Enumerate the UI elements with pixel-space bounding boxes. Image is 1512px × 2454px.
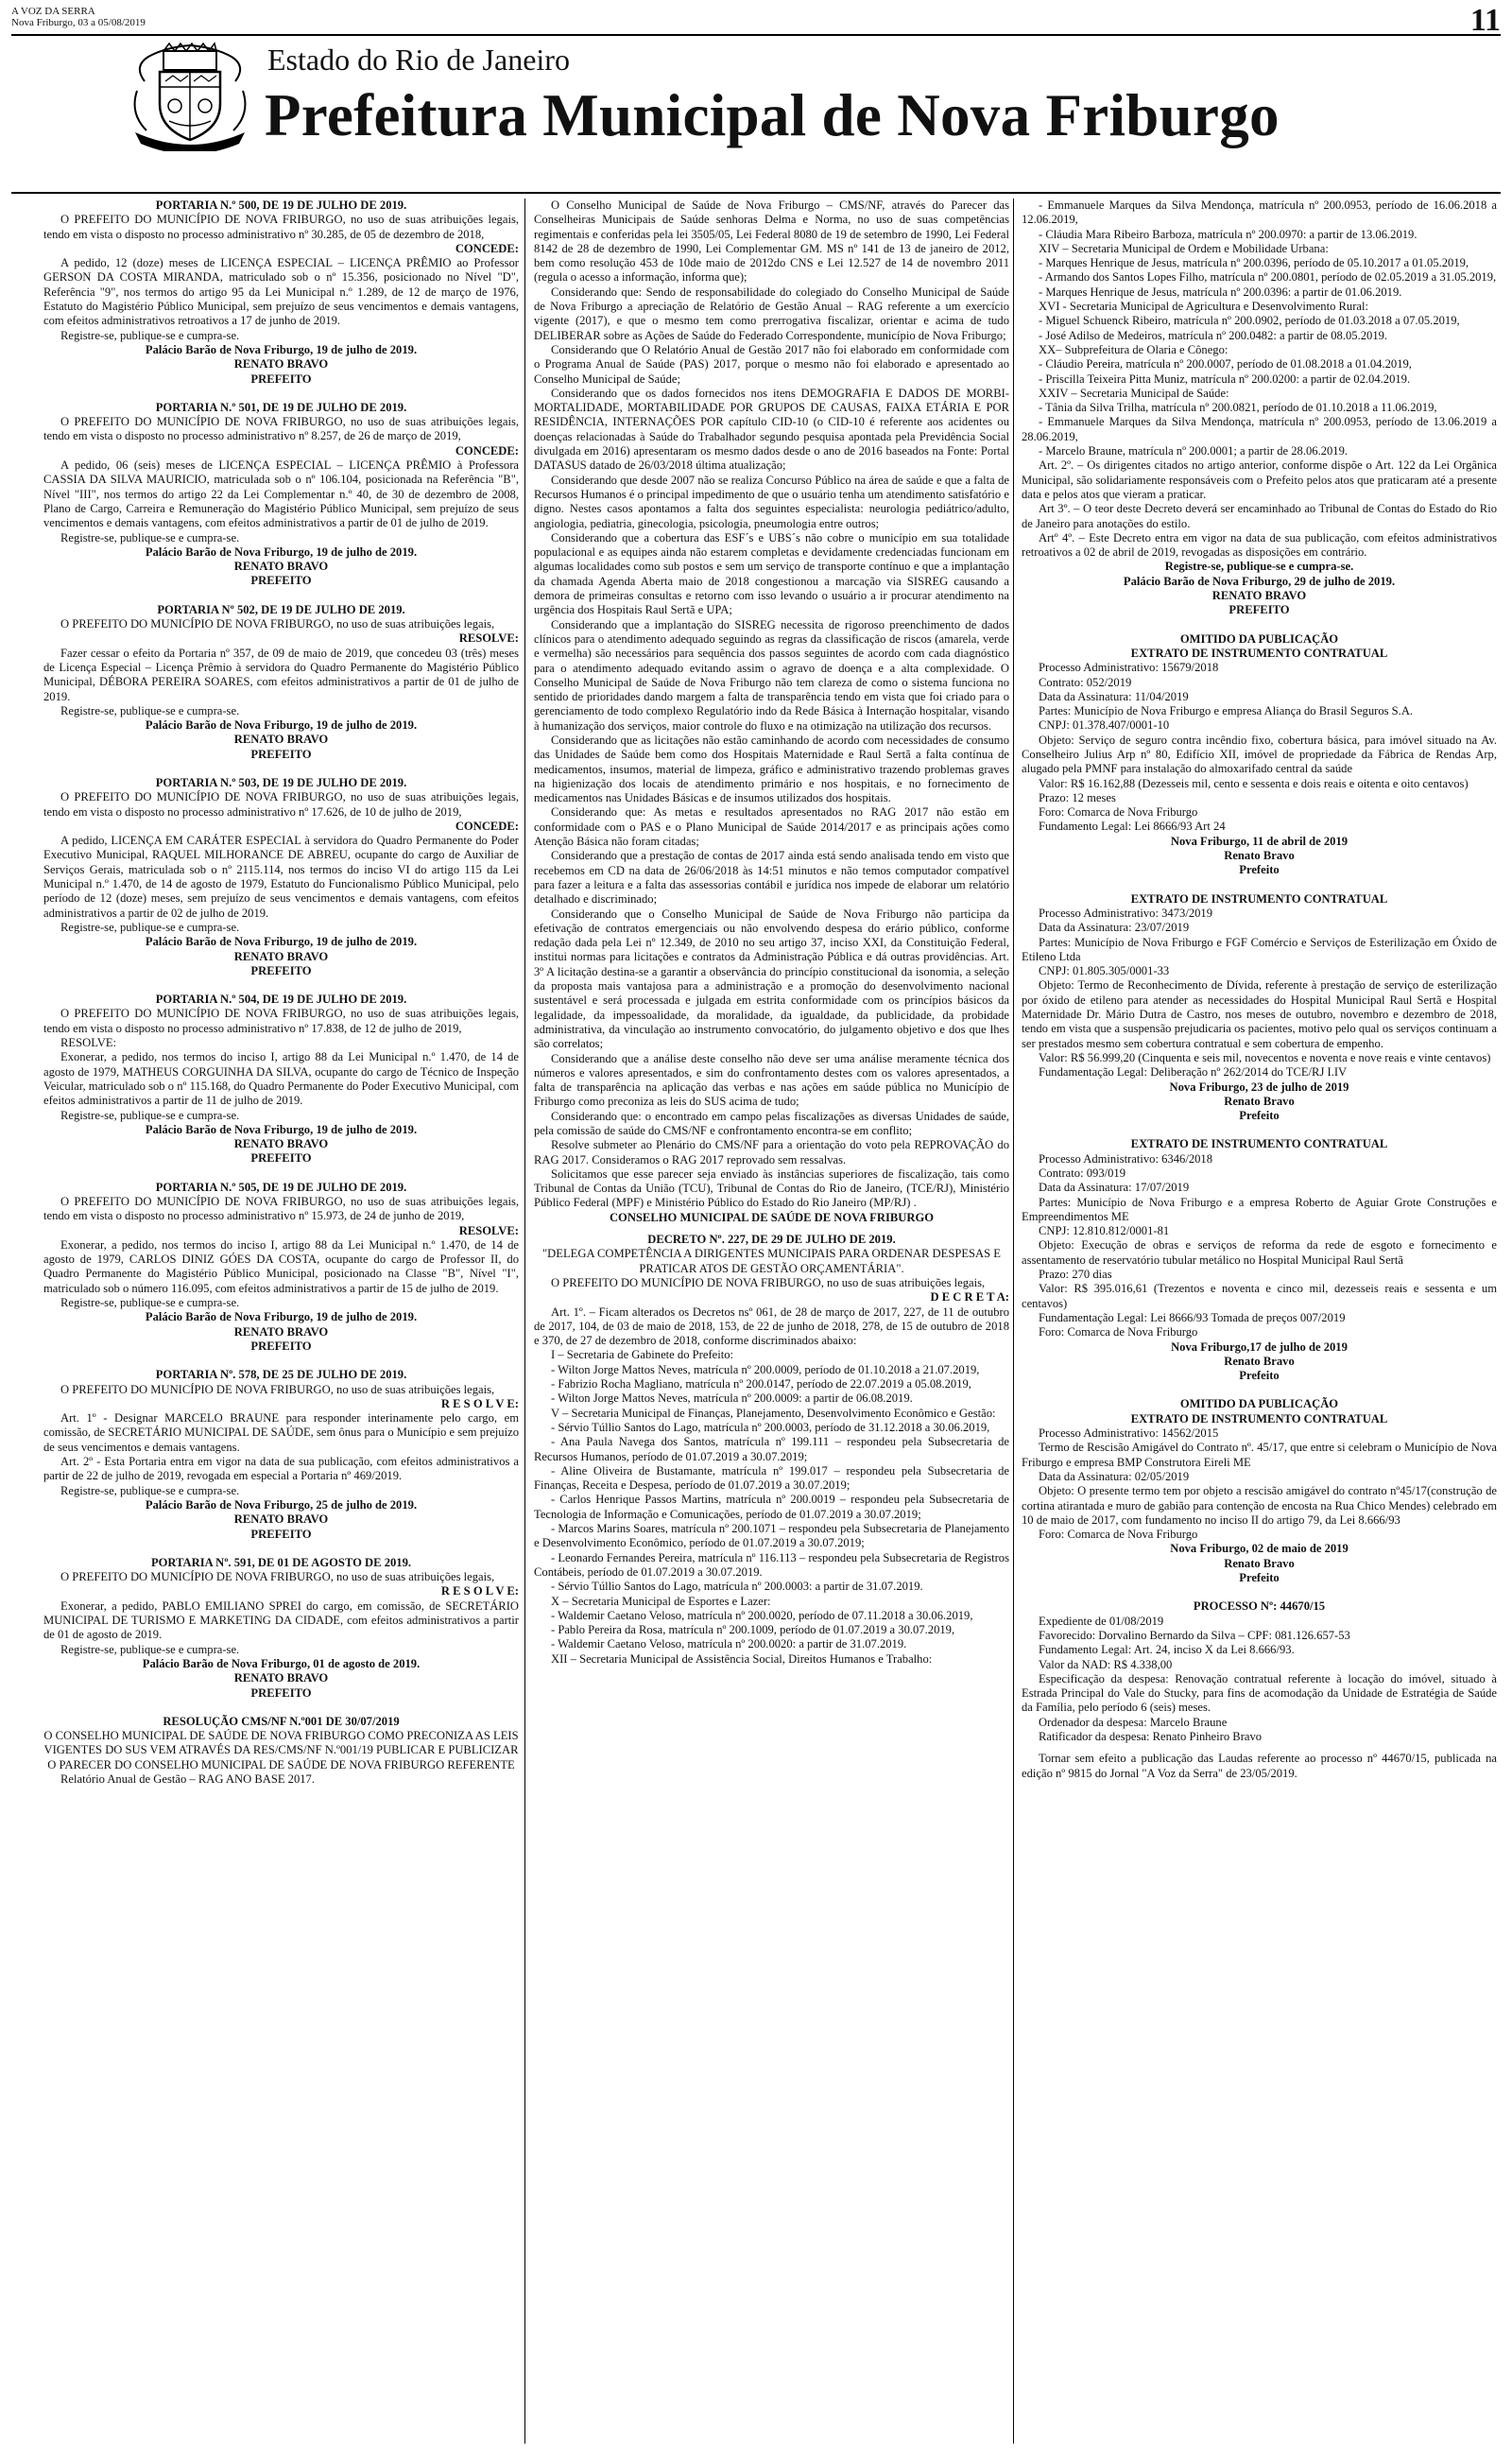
centered-heading: CONSELHO MUNICIPAL DE SAÚDE DE NOVA FRIBURGO: [609, 1210, 935, 1224]
centered-heading: RESOLUÇÃO CMS/NF N.º001 DE 30/07/2019: [163, 1714, 400, 1728]
centered-heading: PREFEITO: [250, 963, 312, 977]
body-paragraph: O PREFEITO DO MUNICÍPIO DE NOVA FRIBURGO, no uso de suas atribuições legais, tendo em vista o disposto no processo administrativo nº 8.257, de 26 de março de 2019,: [43, 415, 519, 443]
centered-heading: Palácio Barão de Nova Friburgo, 19 de julho de 2019.: [145, 342, 418, 356]
body-paragraph: Especificação da despesa: Renovação contratual referente à locação do imóvel, situado à Estrada Principal do Vale do Stucky, para fins de acomodação da Unidade de Estratégia de Saúde da Família, pelo período 6 (seis) meses.: [1022, 1671, 1497, 1715]
centered-heading: OMITIDO DA PUBLICAÇÃO: [1179, 631, 1339, 646]
centered-heading: OMITIDO DA PUBLICAÇÃO: [1179, 1397, 1339, 1411]
text-column-1: [43, 199, 519, 1787]
centered-heading: Nova Friburgo,17 de julho de 2019: [1171, 1339, 1348, 1354]
body-paragraph: XXIV – Secretaria Municipal de Saúde:: [1039, 386, 1229, 400]
centered-heading: Prefeito: [1239, 863, 1280, 877]
body-paragraph: Considerando que: As metas e resultados apresentados no RAG 2017 não estão em conformidade com o PAS e o Plano Municipal de Saúde 2014/2017 e as principais ações como Atenção Básica não foram citadas;: [534, 805, 1009, 849]
body-paragraph: Considerando que desde 2007 não se realiza Concurso Público na área de saúde e que a falta de Recursos Humanos é o principal impedimento de que o usuário tenha um atendimento satisfatório e digno. Nestes casos apontamos a falta dos seguintes especialista: neurologia pediátrico/adulto, angiologia, pediatria, ginecologia, psicologia, pneumologia entre outros;: [534, 473, 1009, 530]
municipal-coat-of-arms-icon: [128, 38, 252, 151]
body-paragraph: Partes: Município de Nova Friburgo e FGF Comércio e Serviços de Esterilização em Óxido de Etileno Ltda: [1022, 935, 1497, 963]
section-keyword: CONCEDE:: [455, 241, 519, 255]
centered-heading: EXTRATO DE INSTRUMENTO CONTRATUAL: [1130, 1137, 1388, 1151]
body-paragraph: - Wilton Jorge Mattos Neves, matrícula nº 200.0009, período de 01.10.2018 a 21.07.2019,: [551, 1362, 980, 1376]
body-paragraph: Registre-se, publique-se e cumpra-se.: [60, 1642, 240, 1656]
centered-heading: Palácio Barão de Nova Friburgo, 29 de julho de 2019.: [1123, 574, 1396, 588]
body-paragraph: O PREFEITO DO MUNICÍPIO DE NOVA FRIBURGO, no uso de suas atribuições legais, tendo em vista o disposto no processo administrativo nº 17.626, de 10 de julho de 2019,: [43, 790, 519, 819]
body-paragraph: Tornar sem efeito a publicação das Laudas referente ao processo nº 44670/15, publicada na edição nº 9815 do Jornal "A Voz da Serra" de 23/05/2019.: [1022, 1752, 1497, 1780]
body-paragraph: - Ana Paula Navega dos Santos, matrícula nº 199.111 – respondeu pela Subsecretaria de Recursos Humanos, período de 01.07.2019 a 30.07.2019;: [534, 1435, 1009, 1463]
section-keyword: CONCEDE:: [455, 443, 519, 458]
body-paragraph: O PREFEITO DO MUNICÍPIO DE NOVA FRIBURGO, no uso de suas atribuições legais, tendo em vista o disposto no processo administrativo nº 17.838, de 12 de julho de 2019,: [43, 1007, 519, 1035]
centered-heading: Renato Bravo: [1224, 1354, 1295, 1368]
state-name: Estado do Rio de Janeiro: [267, 43, 570, 77]
centered-heading: O CONSELHO MUNICIPAL DE SAÚDE DE NOVA FRIBURGO COMO PRECONIZA AS LEIS VIGENTES DO SUS VEM ATRAVÉS DA RES/CMS/NF N.º001/19 PUBLICAR E PUBLICIZAR O PARECER DO CONSELHO MUNICIPAL DE SAÚDE DE NOVA FRIBURGO REFERENTE: [43, 1729, 519, 1771]
centered-heading: Palácio Barão de Nova Friburgo, 19 de julho de 2019.: [145, 718, 418, 733]
body-paragraph: - Armando dos Santos Lopes Filho, matrícula nº 200.0801, período de 02.05.2019 a 31.05.2019,: [1039, 270, 1497, 285]
block-spacer: [43, 762, 519, 776]
header-divider: [11, 192, 1501, 194]
body-paragraph: - Leonardo Fernandes Pereira, matrícula nº 116.113 – respondeu pela Subsecretaria de Registros Contábeis, período de 01.07.2019 a 30.07.2019.: [534, 1550, 1009, 1579]
body-paragraph: Solicitamos que esse parecer seja enviado às instâncias superiores de fiscalização, tais como Tribunal de Contas da União (TCU), Tribunal de Contas do Rio de Janeiro, (TCE/RJ), Ministério Público Federal (MPF) e Ministério Público do Estado do Rio Janeiro (MP/RJ) .: [534, 1167, 1009, 1210]
body-paragraph: Considerando que a prestação de contas de 2017 ainda está sendo analisada tendo em visto que recebemos em CD na data de 26/06/2018 às 14:51 minutos e não temos computador compatível para fazer a leitura e a falta das assessorias contábil e jurídica nos impede de elaborar um relatório detalhado e discriminado;: [534, 849, 1009, 907]
body-paragraph: Art 3º. – O teor deste Decreto deverá ser encaminhado ao Tribunal de Contas do Estado do Rio de Janeiro para anotações do estilo.: [1022, 502, 1497, 530]
centered-heading: Registre-se, publique-se e cumpra-se.: [1164, 560, 1354, 574]
body-paragraph: - Fabrizio Rocha Magliano, matrícula nº 200.0147, período de 22.07.2019 a 05.08.2019,: [551, 1377, 971, 1391]
text-column-2: [534, 199, 1009, 1667]
centered-heading: Palácio Barão de Nova Friburgo, 19 de julho de 2019.: [145, 1310, 418, 1324]
body-paragraph: O PREFEITO DO MUNICÍPIO DE NOVA FRIBURGO, no uso de suas atribuições legais, tendo em vista o disposto no processo administrativo nº 30.285, de 05 de dezembro de 2018,: [43, 213, 519, 241]
body-paragraph: Data da Assinatura: 23/07/2019: [1039, 921, 1190, 935]
section-keyword: RESOLVE:: [458, 631, 519, 646]
body-paragraph: Valor da NAD: R$ 4.338,00: [1039, 1657, 1173, 1671]
body-paragraph: Valor: R$ 56.999,20 (Cinquenta e seis mil, novecentos e noventa e nove reais e vinte centavos): [1039, 1050, 1491, 1064]
centered-heading: PORTARIA Nº. 591, DE 01 DE AGOSTO DE 2019.: [150, 1555, 412, 1569]
centered-heading: Prefeito: [1239, 1369, 1280, 1383]
section-keyword: RESOLVE:: [458, 1223, 519, 1237]
centered-heading: PREFEITO: [1228, 603, 1290, 617]
body-paragraph: Ordenador da despesa: Marcelo Braune: [1039, 1715, 1228, 1729]
body-paragraph: Registre-se, publique-se e cumpra-se.: [60, 920, 240, 934]
text-column-3: [1022, 199, 1497, 1781]
masthead-left: [11, 6, 146, 28]
body-paragraph: CNPJ: 01.378.407/0001-10: [1039, 718, 1170, 733]
body-paragraph: CNPJ: 01.805.305/0001-33: [1039, 964, 1170, 978]
body-paragraph: Processo Administrativo: 3473/2019: [1039, 906, 1213, 920]
body-paragraph: Art. 1º. – Ficam alterados os Decretos nsº 061, de 28 de março de 2017, 227, de 11 de outubro de 2017, 104, de 03 de maio de 2018, 153, de 22 de junho de 2018, 278, de 15 de outubro de 2018 e 370, de 27 de dezembro de 2018, conforme discriminados abaixo:: [534, 1305, 1009, 1348]
centered-heading: Nova Friburgo, 23 de julho de 2019: [1169, 1080, 1349, 1094]
centered-heading: PREFEITO: [250, 1339, 312, 1353]
centered-heading: Nova Friburgo, 02 de maio de 2019: [1170, 1542, 1349, 1556]
body-paragraph: Fundamentação Legal: Deliberação nº 262/2014 do TCE/RJ I.IV: [1039, 1065, 1348, 1080]
centered-heading: RENATO BRAVO: [233, 1137, 329, 1151]
body-paragraph: Partes: Município de Nova Friburgo e empresa Aliança do Brasil Seguros S.A.: [1039, 704, 1414, 718]
body-paragraph: Objeto: Termo de Reconhecimento de Dívida, referente à prestação de serviço de esterilização por óxido de etileno para atender as necessidades do Hospital Municipal Raul Sertã e Hospital Maternidade Dr. Mário Dutra de Castro, nos meses de outubro, novembro e dezembro de 2018, tendo em vista que a suspensão prejudicaria os pacientes, motivo pelo qual os serviços continuam a ser prestados mesmo sem cobertura contratual e sem cobertura de empenho.: [1022, 978, 1497, 1050]
centered-heading: PREFEITO: [250, 1151, 312, 1166]
centered-heading: PREFEITO: [250, 1527, 312, 1541]
centered-heading: DECRETO Nº. 227, DE 29 DE JULHO DE 2019.: [647, 1233, 896, 1247]
body-paragraph: - Aline Oliveira de Bustamante, matrícula nº 199.017 – respondeu pela Subsecretaria de Finanças, Receita e Despesa, período de 01.07.2019 a 30.07.2019;: [534, 1463, 1009, 1493]
body-paragraph: Data da Assinatura: 17/07/2019: [1039, 1181, 1190, 1195]
body-paragraph: Foro: Comarca de Nova Friburgo: [1039, 805, 1198, 820]
body-paragraph: I – Secretaria de Gabinete do Prefeito:: [551, 1348, 734, 1362]
body-paragraph: XIV – Secretaria Municipal de Ordem e Mobilidade Urbana:: [1039, 241, 1329, 255]
body-paragraph: O PREFEITO DO MUNICÍPIO DE NOVA FRIBURGO, no uso de suas atribuições legais,: [551, 1275, 986, 1289]
centered-heading: Renato Bravo: [1224, 849, 1295, 863]
body-paragraph: X – Secretaria Municipal de Esportes e Lazer:: [551, 1594, 771, 1608]
body-paragraph: - Emmanuele Marques da Silva Mendonça, matrícula nº 200.0953, período de 16.06.2018 a 12.06.2019,: [1022, 199, 1497, 227]
page-number: 11: [1469, 3, 1501, 38]
masthead: [11, 3, 1501, 38]
centered-heading: RENATO BRAVO: [233, 1671, 329, 1685]
body-paragraph: - Wilton Jorge Mattos Neves, matrícula nº 200.0009: a partir de 06.08.2019.: [551, 1391, 913, 1406]
centered-heading: PORTARIA Nº 502, DE 19 DE JULHO DE 2019.: [157, 602, 405, 616]
body-paragraph: A pedido, 12 (doze) meses de LICENÇA ESPECIAL – LICENÇA PRÊMIO ao Professor GERSON DA COSTA MIRANDA, matriculado sob o nº 15.356, posicionado no Nível "D", Referência "9", nos termos do artigo 95 da Lei Municipal n.º 1.289, de 12 de março de 1976, Estatuto do Magistério Público Municipal, sem prejuízo de seus vencimentos e demais vantagens, com efeitos administrativos retroativos a 17 de junho de 2019.: [43, 256, 519, 328]
body-paragraph: Registre-se, publique-se e cumpra-se.: [60, 1108, 240, 1122]
centered-heading: RENATO BRAVO: [233, 1512, 329, 1527]
body-paragraph: - Marcos Marins Soares, matrícula nº 200.1071 – respondeu pela Subsecretaria de Planejamento e Desenvolvimento Econômico, período de 01.07.2019 a 30.07.2019;: [534, 1522, 1009, 1550]
centered-heading: Palácio Barão de Nova Friburgo, 25 de julho de 2019.: [145, 1497, 418, 1512]
body-paragraph: XX– Subprefeitura de Olaria e Cônego:: [1039, 342, 1228, 356]
body-paragraph: Considerando que a cobertura das ESF´s e UBS´s não cobre o município em sua totalidade populacional e as equipes ainda não estarem completas e devidamente credenciadas funcionam em algumas localidades como sub postos e sem um serviço de transporte contínuo e que a implantação da chamada Agenda Aberta maio de 2018 congestionou a marcação via SISREG causando a demora de primeiras consultas e retorno com isso levando o usuário a ir procurar atendimento na urgência dos Hospitais Raul Sertã e UPA;: [534, 530, 1009, 617]
body-paragraph: Considerando que a análise deste conselho não deve ser uma análise meramente técnica dos números e valores apresentados, e sim do confrontamento destes com os valores apresentados, a falta de transparência na aplicação das verbas e nas ações em saúde pública no Município de Friburgo como preconiza as leis do SUS acima de tudo;: [534, 1051, 1009, 1109]
body-paragraph: Fundamento Legal: Art. 24, inciso X da Lei 8.666/93.: [1039, 1643, 1295, 1657]
body-paragraph: Considerando que a implantação do SISREG necessita de rigoroso preenchimento de dados clínicos para o atendimento adequado seguindo as regras da classificação de riscos (amarela, verde e vermelha) são necessários para sequência dos passos seguintes de acordo com cada diagnóstico para o atendimento adequado evitando assim o agravo de doença e a alta complexidade. O Conselho Municipal de Saúde de Nova Friburgo não tem clareza de como o sistema funciona no sentido de prioridades dando margem a falta de transparência tendo em vista que foi criado para o gerenciamento de todo complexo Regulatório indo da Rede Básica à Internação hospitalar, visando à humanização dos serviços, maior controle do fluxo e na otimização na utilização dos recursos.: [534, 617, 1009, 733]
centered-heading: "DELEGA COMPETÊNCIA A DIRIGENTES MUNICIPAIS PARA ORDENAR DESPESAS E PRATICAR ATOS DE GESTÃO ORÇAMENTÁRIA".: [542, 1247, 1001, 1275]
body-paragraph: Exonerar, a pedido, PABLO EMILIANO SPREI do cargo, em comissão, de SECRETÁRIO MUNICIPAL DE TURISMO E MARKETING DA CIDADE, com efeitos administrativos a partir de 01 de agosto de 2019.: [43, 1599, 519, 1642]
centered-heading: PREFEITO: [250, 574, 312, 588]
body-paragraph: Expediente de 01/08/2019: [1039, 1614, 1164, 1628]
block-spacer: [1022, 1383, 1497, 1397]
body-paragraph: - Tânia da Silva Trilha, matrícula nº 200.0821, período de 01.10.2018 a 11.06.2019,: [1039, 401, 1437, 415]
block-spacer: [43, 589, 519, 603]
block-spacer: [1022, 878, 1497, 892]
body-paragraph: Fundamentação Legal: Lei 8666/93 Tomada de preços 007/2019: [1039, 1310, 1346, 1324]
body-paragraph: - Marques Henrique de Jesus, matrícula nº 200.0396: a partir de 01.06.2019.: [1039, 285, 1402, 299]
centered-heading: Renato Bravo: [1224, 1094, 1295, 1108]
centered-heading: RENATO BRAVO: [233, 733, 329, 747]
section-keyword: CONCEDE:: [455, 819, 519, 833]
body-paragraph: Registre-se, publique-se e cumpra-se.: [60, 1296, 240, 1310]
body-paragraph: XVI - Secretaria Municipal de Agricultura e Desenvolvimento Rural:: [1039, 300, 1369, 314]
body-paragraph: Art. 2º. – Os dirigentes citados no artigo anterior, conforme dispõe o Art. 122 da Lei Orgânica Municipal, são solidariamente responsáveis com o Prefeito pelos atos que praticaram até a presente data e pelos atos que vieram a praticar.: [1022, 458, 1497, 501]
body-paragraph: Foro: Comarca de Nova Friburgo: [1039, 1325, 1198, 1339]
section-keyword: R E S O L V E:: [440, 1584, 519, 1599]
body-paragraph: Considerando que as licitações não estão caminhando de acordo com necessidades de consumo das Unidades de Saúde bem como dos Hospitais Maternidade e Raul Sertã a falta contínua de medicamentos, insumos, material de limpeza, gráfico e administrativo trazendo problemas graves na higienização dos locais de atendimento primário e nos hospitais, e no fornecimento de medicamentos nas Unidades Básicas e de insumos utilizados dos hospitais.: [534, 733, 1009, 805]
centered-heading: PORTARIA Nº. 578, DE 25 DE JULHO DE 2019.: [155, 1368, 407, 1382]
body-paragraph: Contrato: 052/2019: [1039, 675, 1132, 689]
body-paragraph: Considerando que: Sendo de responsabilidade do colegiado do Conselho Municipal de Saúde de Nova Friburgo a apreciação de Relatório de Gestão Anual – RAG referente a um exercício vigente (2017), e que o mesmo tem como prerrogativa fiscalizar, orientar e acima de tudo DELIBERAR sobre as Ações de Saúde do Federado Correspondente, município de Nova Friburgo;: [534, 285, 1009, 342]
body-paragraph: - Pablo Pereira da Rosa, matrícula nº 200.1009, período de 01.07.2019 a 30.07.2019,: [551, 1623, 955, 1637]
body-paragraph: Art. 2º - Esta Portaria entra em vigor na data de sua publicação, com efeitos administrativos a partir de 22 de julho de 2019, revogada em especial a Portaria nº 469/2019.: [43, 1455, 519, 1483]
body-paragraph: Valor: R$ 395.016,61 (Trezentos e noventa e cinco mil, dezesseis reais e sessenta e um centavos): [1022, 1282, 1497, 1310]
centered-heading: Palácio Barão de Nova Friburgo, 19 de julho de 2019.: [145, 935, 418, 949]
centered-heading: EXTRATO DE INSTRUMENTO CONTRATUAL: [1130, 646, 1388, 660]
section-keyword: D E C R E T A:: [930, 1290, 1009, 1305]
body-paragraph: - Sérvio Túllio Santos do Lago, matrícula nº 200.0003: a partir de 31.07.2019.: [551, 1580, 923, 1594]
body-paragraph: Registre-se, publique-se e cumpra-se.: [60, 1483, 240, 1497]
body-paragraph: A pedido, 06 (seis) meses de LICENÇA ESPECIAL – LICENÇA PRÊMIO à Professora CASSIA DA SILVA MAURICIO, matriculada sob o nº 106.104, posicionada na Referência "B", Nível "III", nos termos do artigo 22 da Lei Complementar n.º 40, de 30 de dezembro de 2008, Plano de Cargo, Carreira e Remuneração do Magistério Público Municipal, sem prejuízo de seus vencimentos e demais vantagens, com efeitos administrativos a partir de 01 de julho de 2019.: [43, 458, 519, 530]
block-spacer: [1022, 618, 1497, 632]
body-paragraph: Favorecido: Dorvalino Bernardo da Silva – CPF: 081.126.657-53: [1039, 1628, 1350, 1642]
body-paragraph: - Miguel Schuenck Ribeiro, matrícula nº 200.0902, período de 01.03.2018 a 07.05.2019,: [1039, 314, 1460, 328]
body-paragraph: Exonerar, a pedido, nos termos do inciso I, artigo 88 da Lei Municipal n.º 1.470, de 14 de agosto de 1979, CARLOS DINIZ GÓES DA COSTA, ocupante do cargo de Professor II, do Quadro Permanente do Magistério Público Municipal, posicionado na Classe "B", Nível "I", matriculado sob o número 116.095, com efeitos administrativos a partir de 15 de julho de 2019.: [43, 1237, 519, 1295]
body-paragraph: Processo Administrativo: 6346/2018: [1039, 1151, 1213, 1166]
centered-heading: Nova Friburgo, 11 de abril de 2019: [1170, 834, 1349, 848]
block-spacer: [43, 1542, 519, 1556]
body-paragraph: O PREFEITO DO MUNICÍPIO DE NOVA FRIBURGO, no uso de suas atribuições legais, tendo em vista o disposto no processo administrativo nº 15.973, de 24 de junho de 2019,: [43, 1195, 519, 1223]
body-paragraph: Data da Assinatura: 02/05/2019: [1039, 1469, 1190, 1483]
body-paragraph: Valor: R$ 16.162,88 (Dezesseis mil, cento e sessenta e dois reais e oitenta e oito centavos): [1039, 776, 1469, 790]
body-paragraph: Prazo: 270 dias: [1039, 1268, 1112, 1282]
body-paragraph: Objeto: Execução de obras e serviços de reforma da rede de esgoto e fornecimento e assentamento de reservatório tubular metálico no Hospital Municipal Raul Sertã: [1022, 1238, 1497, 1267]
body-paragraph: A pedido, LICENÇA EM CARÁTER ESPECIAL à servidora do Quadro Permanente do Poder Executivo Municipal, RAQUEL MILHORANCE DE ABREU, ocupante do cargo de Auxiliar de Serviços Gerais, matriculada sob o nº 2115.114, nos termos do inciso VI do artigo 115 da Lei Municipal n.º 1.470, de 14 de agosto de 1979, Estatuto do Funcionalismo Público Municipal, pelo período de 12 (doze) meses, sem prejuízo de seus vencimentos e demais vantagens, com efeitos administrativos a partir de 02 de julho de 2019.: [43, 834, 519, 920]
centered-heading: Palácio Barão de Nova Friburgo, 01 de agosto de 2019.: [142, 1656, 421, 1670]
centered-heading: PORTARIA N.º 504, DE 19 DE JULHO DE 2019.: [155, 993, 407, 1007]
body-paragraph: Partes: Município de Nova Friburgo e a empresa Roberto de Aguiar Grote Construções e Empreendimentos ME: [1022, 1195, 1497, 1223]
centered-heading: Prefeito: [1239, 1571, 1280, 1585]
centered-heading: RENATO BRAVO: [233, 560, 329, 574]
body-paragraph: Objeto: Serviço de seguro contra incêndio fixo, cobertura básica, para imóvel situado na Av. Conselheiro Julius Arp nº 80, Edifício XII, imóvel de propriedade da Fábrica de Rendas Arp, alugado pela PMNF para instalação do almoxarifado central da saúde: [1022, 733, 1497, 776]
body-paragraph: Processo Administrativo: 14562/2015: [1039, 1426, 1219, 1441]
body-paragraph: Exonerar, a pedido, nos termos do inciso I, artigo 88 da Lei Municipal n.º 1.470, de 14 de agosto de 1979, MATHEUS CORGUINHA DA SILVA, ocupante do cargo de Técnico de Inspeção Veicular, matriculado sob o nº 115.168, do Quadro Permanente do Poder Executivo Municipal, com efeitos administrativos a partir de 11 de julho de 2019.: [43, 1050, 519, 1108]
body-paragraph: Ratificador da despesa: Renato Pinheiro Bravo: [1039, 1729, 1263, 1743]
centered-heading: PORTARIA N.º 501, DE 19 DE JULHO DE 2019.: [155, 400, 407, 414]
body-paragraph: Fundamento Legal: Lei 8666/93 Art 24: [1039, 820, 1226, 834]
centered-heading: PREFEITO: [250, 372, 312, 386]
body-paragraph: Termo de Rescisão Amigável do Contrato nº. 45/17, que entre si celebram o Município de Nova Friburgo e empresa BMP Construtora Eireli ME: [1022, 1441, 1497, 1469]
prefecture-title: Prefeitura Municipal de Nova Friburgo: [265, 82, 1280, 148]
block-spacer: [43, 1354, 519, 1368]
body-paragraph: - Marques Henrique de Jesus, matrícula nº 200.0396, período de 05.10.2017 a 01.05.2019,: [1039, 256, 1469, 270]
centered-heading: RENATO BRAVO: [1211, 589, 1307, 603]
body-paragraph: - Emmanuele Marques da Silva Mendonça, matrícula nº 200.0953, período de 13.06.2019 a 28.06.2019,: [1022, 415, 1497, 443]
centered-heading: Palácio Barão de Nova Friburgo, 19 de julho de 2019.: [145, 544, 418, 559]
body-paragraph: - Cláudia Mara Ribeiro Barboza, matrícula nº 200.0970: a partir de 13.06.2019.: [1039, 227, 1418, 241]
body-paragraph: Considerando que o Conselho Municipal de Saúde de Nova Friburgo não participa da efetivação de contratos emergenciais ou não envolvendo despesa do erário público, conforme redação dada pela Lei nº 12.349, de 2010 no seu artigo 37, inciso XXI, da Constituição Federal, institui normas para licitações e contratos da Administração Pública e dá outras providências. Art. 3º A licitação destina-se a garantir a observância do princípio constitucional da isonomia, a seleção da proposta mais vantajosa para a administração e a promoção do desenvolvimento nacional sustentável e será processada e julgada em estrita conformidade com os princípios básicos da legalidade, da impessoalidade, da moralidade, da igualdade, da publicidade, da probidade administrativa, da vinculação ao instrumento convocatório, do julgamento objetivo e dos que lhes são correlatos;: [534, 907, 1009, 1051]
body-paragraph: XII – Secretaria Municipal de Assistência Social, Direitos Humanos e Trabalho:: [551, 1651, 933, 1666]
body-paragraph: V – Secretaria Municipal de Finanças, Planejamento, Desenvolvimento Econômico e Gestão:: [551, 1406, 996, 1420]
body-paragraph: Prazo: 12 meses: [1039, 790, 1116, 804]
body-paragraph: - Marcelo Braune, matrícula nº 200.0001; a partir de 28.06.2019.: [1039, 444, 1349, 458]
centered-heading: EXTRATO DE INSTRUMENTO CONTRATUAL: [1130, 1411, 1388, 1426]
body-paragraph: Data da Assinatura: 11/04/2019: [1039, 689, 1189, 703]
body-paragraph: CNPJ: 12.810.812/0001-81: [1039, 1224, 1170, 1238]
body-paragraph: - Waldemir Caetano Veloso, matrícula nº 200.0020: a partir de 31.07.2019.: [551, 1637, 907, 1651]
body-paragraph: O PREFEITO DO MUNICÍPIO DE NOVA FRIBURGO, no uso de suas atribuições legais,: [60, 1570, 495, 1584]
block-spacer: [534, 1225, 1009, 1233]
body-paragraph: RESOLVE:: [60, 1036, 117, 1050]
centered-heading: PORTARIA N.º 500, DE 19 DE JULHO DE 2019.: [155, 199, 407, 212]
body-paragraph: Artº 4º. – Este Decreto entra em vigor na data de sua publicação, com efeitos administrativos retroativos a 02 de abril de 2019, revogadas as disposições em contrário.: [1022, 530, 1497, 560]
block-spacer: [1022, 1123, 1497, 1137]
block-spacer: [1022, 1585, 1497, 1599]
body-paragraph: Processo Administrativo: 15679/2018: [1039, 661, 1219, 675]
centered-heading: PREFEITO: [250, 1685, 312, 1700]
paper-name: A VOZ DA SERRA: [11, 6, 95, 17]
centered-heading: RENATO BRAVO: [233, 1324, 329, 1339]
body-paragraph: Resolve submeter ao Plenário do CMS/NF para a orientação do voto pela REPROVAÇÃO do RAG 2017. Consideramos o RAG 2017 reprovado sem ressalvas.: [534, 1138, 1009, 1167]
body-paragraph: Registre-se, publique-se e cumpra-se.: [60, 530, 240, 544]
body-paragraph: Registre-se, publique-se e cumpra-se.: [60, 703, 240, 717]
centered-heading: EXTRATO DE INSTRUMENTO CONTRATUAL: [1130, 891, 1388, 906]
centered-heading: PORTARIA N.º 503, DE 19 DE JULHO DE 2019.: [155, 775, 407, 789]
body-paragraph: - Waldemir Caetano Veloso, matrícula nº 200.0020, período de 07.11.2018 a 30.06.2019,: [551, 1608, 973, 1622]
column-divider: [1013, 199, 1014, 2444]
centered-heading: RENATO BRAVO: [233, 357, 329, 372]
centered-heading: PORTARIA N.º 505, DE 19 DE JULHO DE 2019.: [155, 1180, 407, 1194]
body-paragraph: Foro: Comarca de Nova Friburgo: [1039, 1528, 1198, 1542]
centered-heading: PROCESSO Nº: 44670/15: [1193, 1599, 1326, 1614]
block-spacer: [43, 387, 519, 401]
body-paragraph: - Cláudio Pereira, matrícula nº 200.0007, período de 01.08.2018 a 01.04.2019,: [1039, 357, 1412, 372]
body-paragraph: - Priscilla Teixeira Pitta Muniz, matrícula nº 200.0200: a partir de 02.04.2019.: [1039, 372, 1411, 386]
section-keyword: R E S O L V E:: [440, 1396, 519, 1410]
edition-date: Nova Friburgo, 03 a 05/08/2019: [11, 17, 146, 28]
body-paragraph: Art. 1º - Designar MARCELO BRAUNE para responder interinamente pelo cargo, em comissão, de SECRETÁRIO MUNICIPAL DE SAÚDE, sem ônus para o Município e sem prejuízo de seus vencimentos e demais vantagens.: [43, 1411, 519, 1454]
body-paragraph: Contrato: 093/019: [1039, 1167, 1125, 1180]
block-spacer: [43, 1167, 519, 1181]
centered-heading: RENATO BRAVO: [233, 949, 329, 963]
block-spacer: [43, 978, 519, 993]
body-paragraph: Registre-se, publique-se e cumpra-se.: [60, 328, 240, 342]
body-paragraph: O PREFEITO DO MUNICÍPIO DE NOVA FRIBURGO, no uso de suas atribuições legais,: [60, 1382, 495, 1396]
block-spacer: [1022, 1744, 1497, 1752]
centered-heading: Renato Bravo: [1224, 1556, 1295, 1570]
body-paragraph: Objeto: O presente termo tem por objeto a rescisão amigável do contrato nº45/17(construção de cortina atirantada e muro de gabião para contenção de encosta na Rua Chico Mendes) celebrado em 10 de maio de 2017, com fundamento no inciso II do artigo 79, da Lei 8.666/93: [1022, 1484, 1497, 1527]
body-paragraph: - José Adilso de Medeiros, matrícula nº 200.0482: a partir de 08.05.2019.: [1039, 328, 1388, 342]
centered-heading: Palácio Barão de Nova Friburgo, 19 de julho de 2019.: [145, 1122, 418, 1136]
body-paragraph: - Sérvio Túllio Santos do Lago, matrícula nº 200.0003, período de 31.12.2018 a 30.06.2019,: [551, 1420, 990, 1434]
centered-heading: PREFEITO: [250, 747, 312, 761]
column-divider: [524, 199, 525, 2444]
body-paragraph: Considerando que os dados fornecidos nos itens DEMOGRAFIA E DADOS DE MORBI-MORTALIDADE, MORTABILIDADE POR GRUPOS DE CAUSAS, FAIXA ETÁRIA E POR RESIDÊNCIA, INTERNAÇÕES POR capítulo CID-10 (o CID-10 é referente aos acidentes ou doenças relacionadas à Saúde do Trabalhador segundo pesquisa apontada pela Previdência Social divulgada em 2016) apresentaram os mesmo dados desde o ano de 2016 baseados na Fonte: Portal DATASUS datado de 26/03/2018 última atualização;: [534, 386, 1009, 473]
centered-heading: Prefeito: [1239, 1109, 1280, 1123]
body-paragraph: Considerando que: o encontrado em campo pelas fiscalizações as diversas Unidades de saúde, pela comissão de saúde do CMS/NF e confrontamento encontra-se em conflito;: [534, 1109, 1009, 1137]
block-spacer: [43, 1701, 519, 1715]
body-paragraph: - Carlos Henrique Passos Martins, matrícula nº 200.0019 – respondeu pela Subsecretaria de Tecnologia de Informação e Comunicações, período de 01.07.2019 a 30.07.2019;: [534, 1493, 1009, 1521]
body-paragraph: Fazer cessar o efeito da Portaria nº 357, de 09 de maio de 2019, que concedeu 03 (três) meses de Licença Especial – Licença Prêmio à servidora do Quadro Permanente do Magistério Público Municipal, DÉBORA PEREIRA SOARES, com efeitos administrativos a partir de 01 de julho de 2019.: [43, 646, 519, 703]
body-paragraph: Relatório Anual de Gestão – RAG ANO BASE 2017.: [60, 1771, 315, 1786]
body-paragraph: O Conselho Municipal de Saúde de Nova Friburgo – CMS/NF, através do Parecer das Conselheiras Municipais de Saúde senhoras Delma e Norma, no uso de suas competências regimentais e conferidas pela lei 3505/05, Lei Federal 8080 de 19 de setembro de 1990, Lei Federal 8142 de 28 de dezembro de 1990, Lei Complementar GM. MS nº 141 de 13 de janeiro de 2012, bem como resolução 453 de 10de maio de 2012do CNS e Lei 12.527 de 14 de novembro 2011 (regula o acesso a informação, informa que);: [534, 199, 1009, 285]
body-paragraph: O PREFEITO DO MUNICÍPIO DE NOVA FRIBURGO, no uso de suas atribuições legais,: [60, 617, 495, 631]
body-paragraph: Considerando que O Relatório Anual de Gestão 2017 não foi elaborado em conformidade com o Programa Anual de Saúde (PAS) 2017, porque o mesmo não foi elaborado e apresentado ao Conselho Municipal de Saúde;: [534, 342, 1009, 386]
